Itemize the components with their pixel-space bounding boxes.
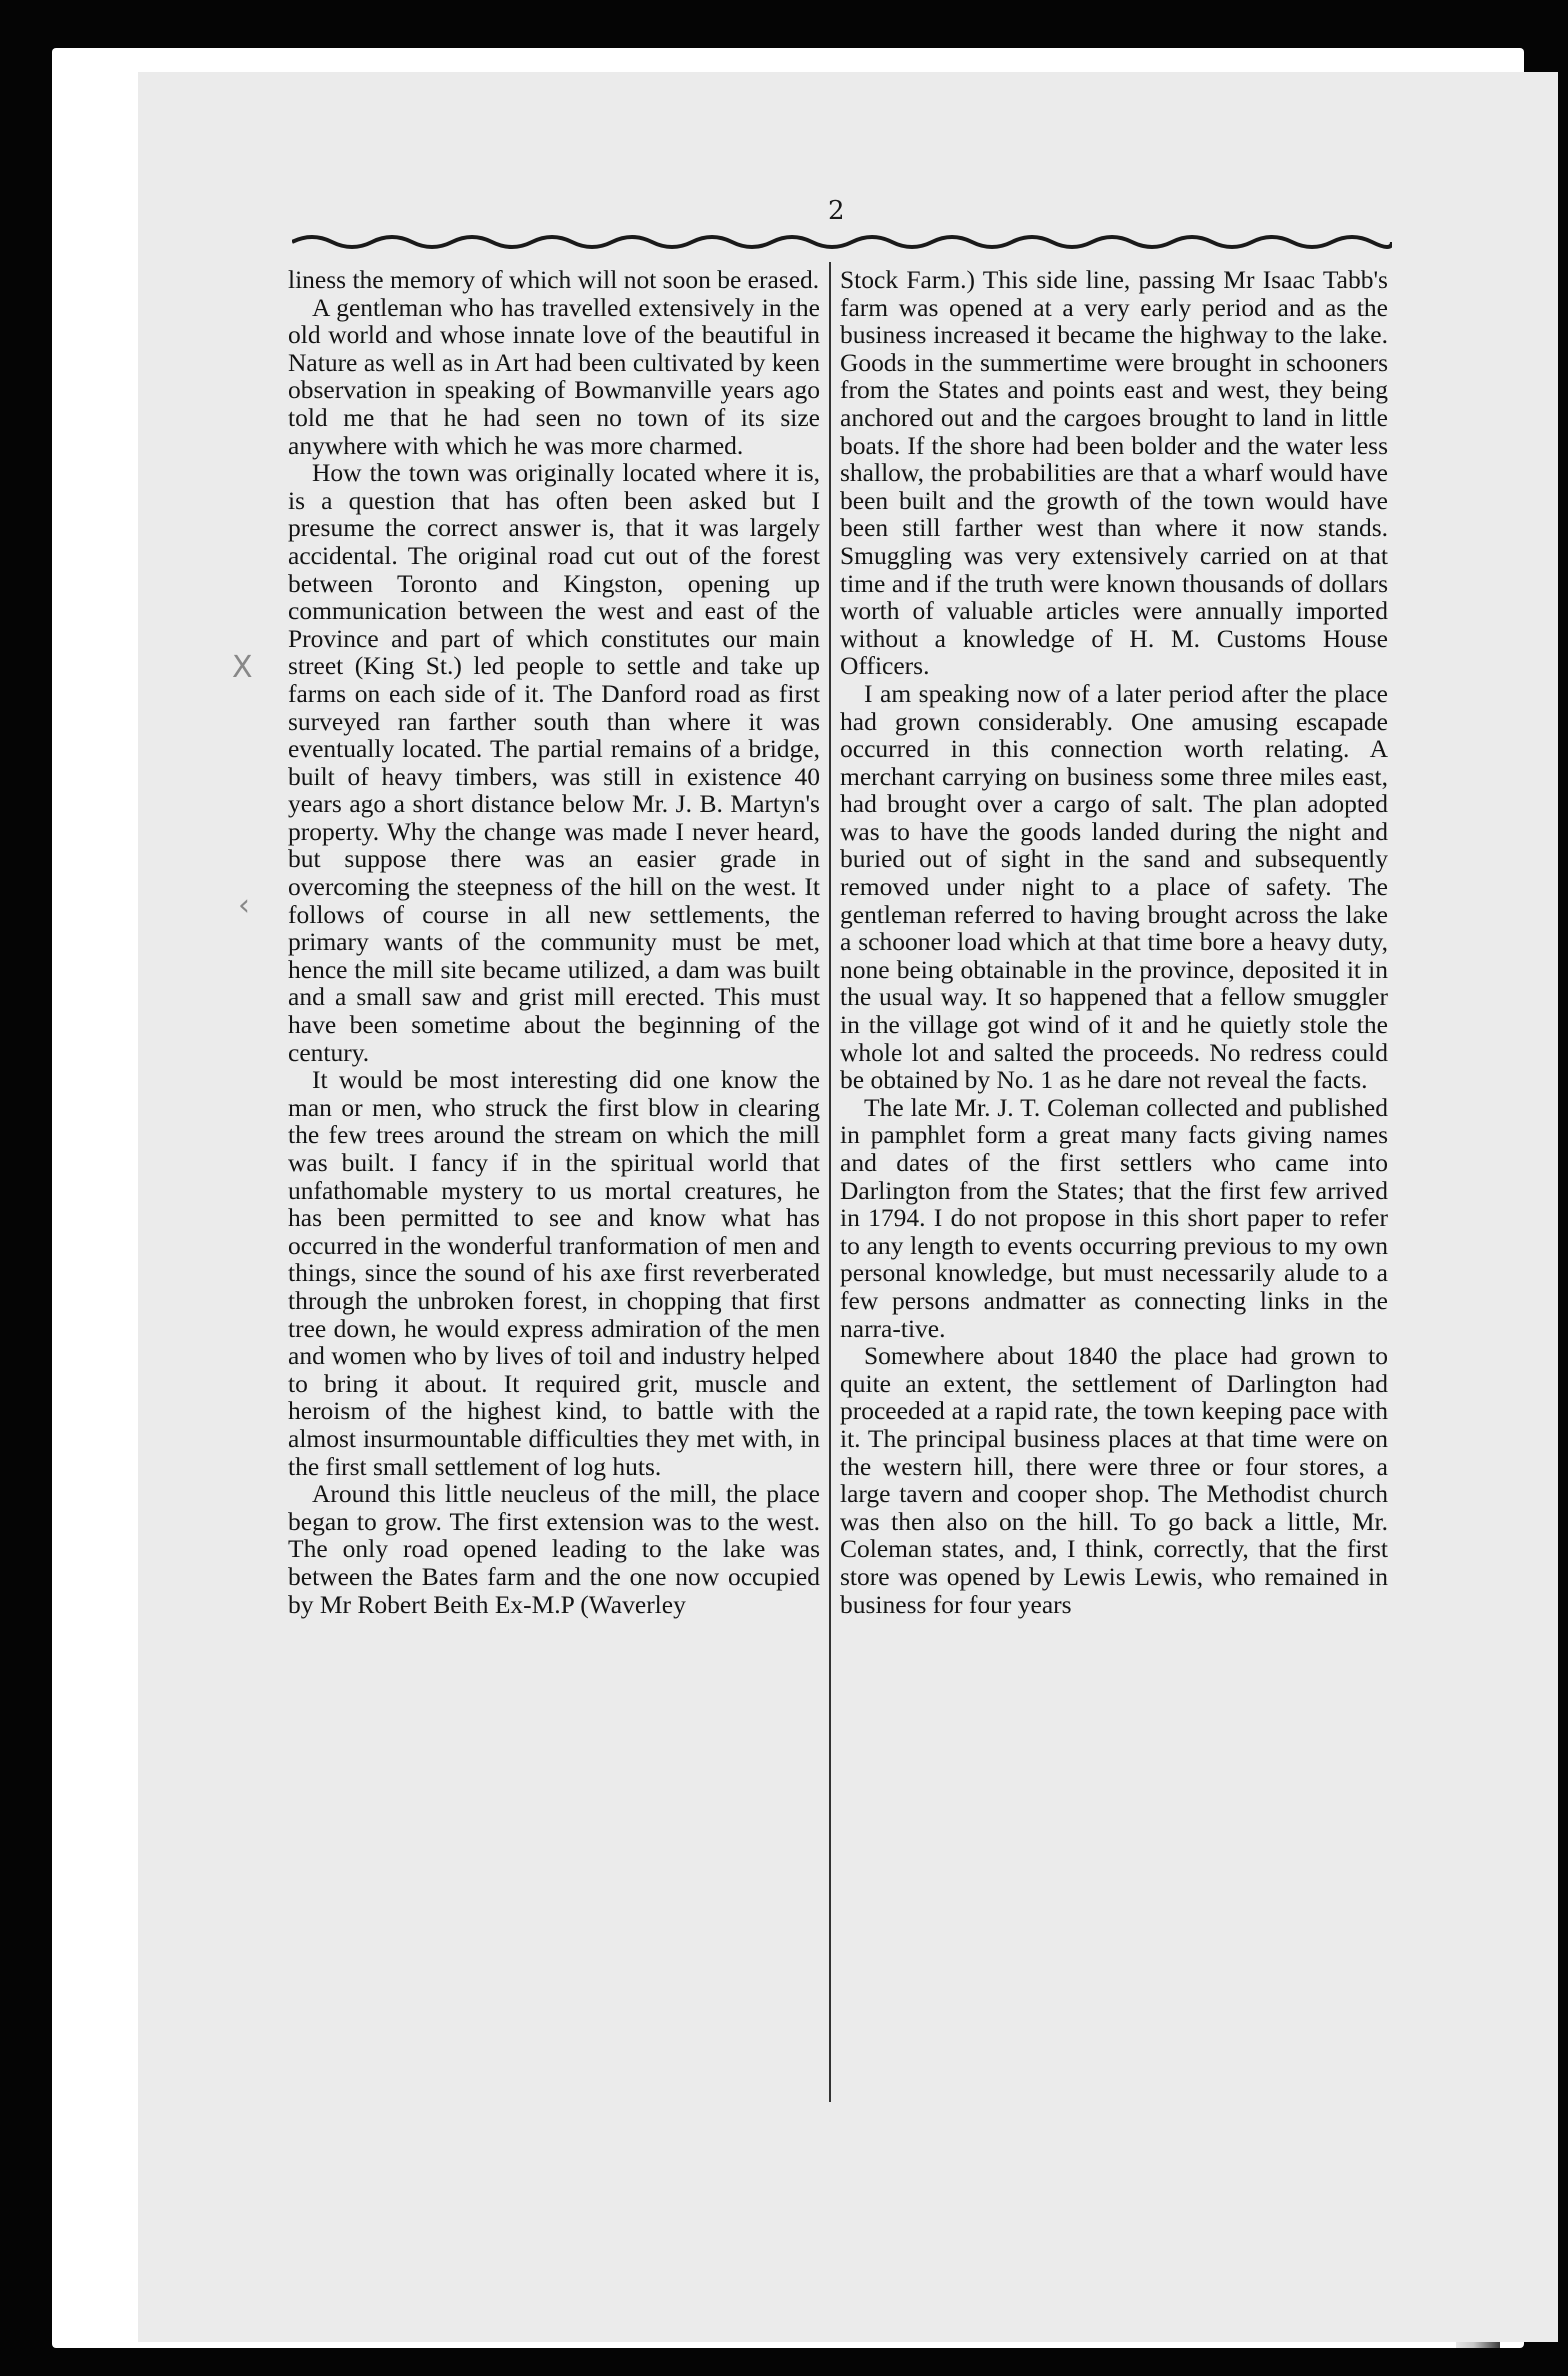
right-paragraph: The late Mr. J. T. Coleman collected and published in pamphlet form a great many facts giving names and dates of the first settlers who came into Darlington from the States; that the first few arrived in 1794. I do not propose in this short paper to refer to any length to events occurring previous to my own personal knowledge, but must necessarily alude to a few persons andmatter as connecting links in the narra-tive. — [840, 1092, 1388, 1343]
left-paragraph: A gentleman who has travelled extensively in the old world and whose innate love of the beautiful in Nature as well as in Art had been cultivated by keen observation in speaking of Bowmanville years ago told me that he had seen no town of its size anywhere with which he was more charmed. — [288, 292, 820, 460]
right-column — [840, 266, 1388, 1618]
column-divider — [829, 262, 831, 2102]
right-paragraph: Somewhere about 1840 the place had grown to quite an extent, the settlement of Darlington had proceeded at a rapid rate, the town keeping pace with it. The principal business places at that time were on the western hill, there were three or four stores, a large tavern and cooper shop. The Methodist church was then also on the hill. To go back a little, Mr. Coleman states, and, I think, correctly, that the first store was opened by Lewis Lewis, who remained in business for four years — [840, 1341, 1388, 1619]
margin-mark-x: X — [232, 650, 253, 685]
left-paragraph: How the town was originally located where it is, is a question that has often been asked but I presume the correct answer is, that it was largely accidental. The original road cut out of the forest between Toronto and Kingston, opening up communication between the west and east of the Province and part of which constitutes our main street (King St.) led people to settle and take up farms on each side of it. The Danford road as first surveyed ran farther south than where it was eventually located. The partial remains of a bridge, built of heavy timbers, was still in existence 40 years ago a short distance below Mr. J. B. Martyn's property. Why the change was made I never heard, but suppose there was an easier grade in overcoming the steepness of the hill on the west. It follows of course in all new settlements, the primary wants of the community must be met, hence the mill site became utilized, a dam was built and a small saw and grist mill erected. This must have been sometime about the beginning of the century. — [288, 458, 820, 1067]
left-column — [288, 266, 820, 1618]
page-number: 2 — [828, 196, 845, 226]
left-paragraph: liness the memory of which will not soon be erased. — [288, 265, 820, 294]
left-paragraph: It would be most interesting did one know the man or men, who struck the first blow in clearing the few trees around the stream on which the mill was built. I fancy if in the spiritual world that unfathomable mystery to us mortal creatures, he has been permitted to see and know what has occurred in the wonderful tranformation of men and things, since the sound of his axe first reverberated through the unbroken forest, in chopping that first tree down, he would express admiration of the men and women who by lives of toil and industry helped to bring it about. It required grit, muscle and heroism of the highest kind, to battle with the almost insurmountable difficulties they met with, in the first small settlement of log huts. — [288, 1065, 820, 1481]
left-paragraph: Around this little neucleus of the mill, the place began to grow. The first extension was to the west. The only road opened leading to the lake was between the Bates farm and the one now occupied by Mr Robert Beith Ex-M.P (Waverley — [288, 1479, 820, 1619]
margin-mark-check: ‹ — [238, 888, 250, 923]
right-paragraph: Stock Farm.) This side line, passing Mr Isaac Tabb's farm was opened at a very early period and as the business increased it became the highway to the lake. Goods in the summertime were brought in schooners from the States and points east and west, they being anchored out and the cargoes brought to land in little boats. If the shore had been bolder and the water less shallow, the probabilities are that a wharf would have been built and the growth of the town would have been still farther west than where it now stands. Smuggling was very extensively carried on at that time and if the truth were known thousands of dollars worth of valuable articles were annually imported without a knowledge of H. M. Customs House Officers. — [840, 265, 1388, 681]
header-wavy-rule — [292, 228, 1392, 256]
right-paragraph: I am speaking now of a later period after the place had grown considerably. One amusing escapade occurred in this connection worth relating. A merchant carrying on business some three miles east, had brought over a cargo of salt. The plan adopted was to have the goods landed during the night and buried out of sight in the sand and subsequently removed under night to a place of safety. The gentleman referred to having brought across the lake a schooner load which at that time bore a heavy duty, none being obtainable in the province, deposited it in the usual way. It so happened that a fellow smuggler in the village got wind of it and he quietly stole the whole lot and salted the proceeds. No redress could be obtained by No. 1 as he dare not reveal the facts. — [840, 678, 1388, 1095]
